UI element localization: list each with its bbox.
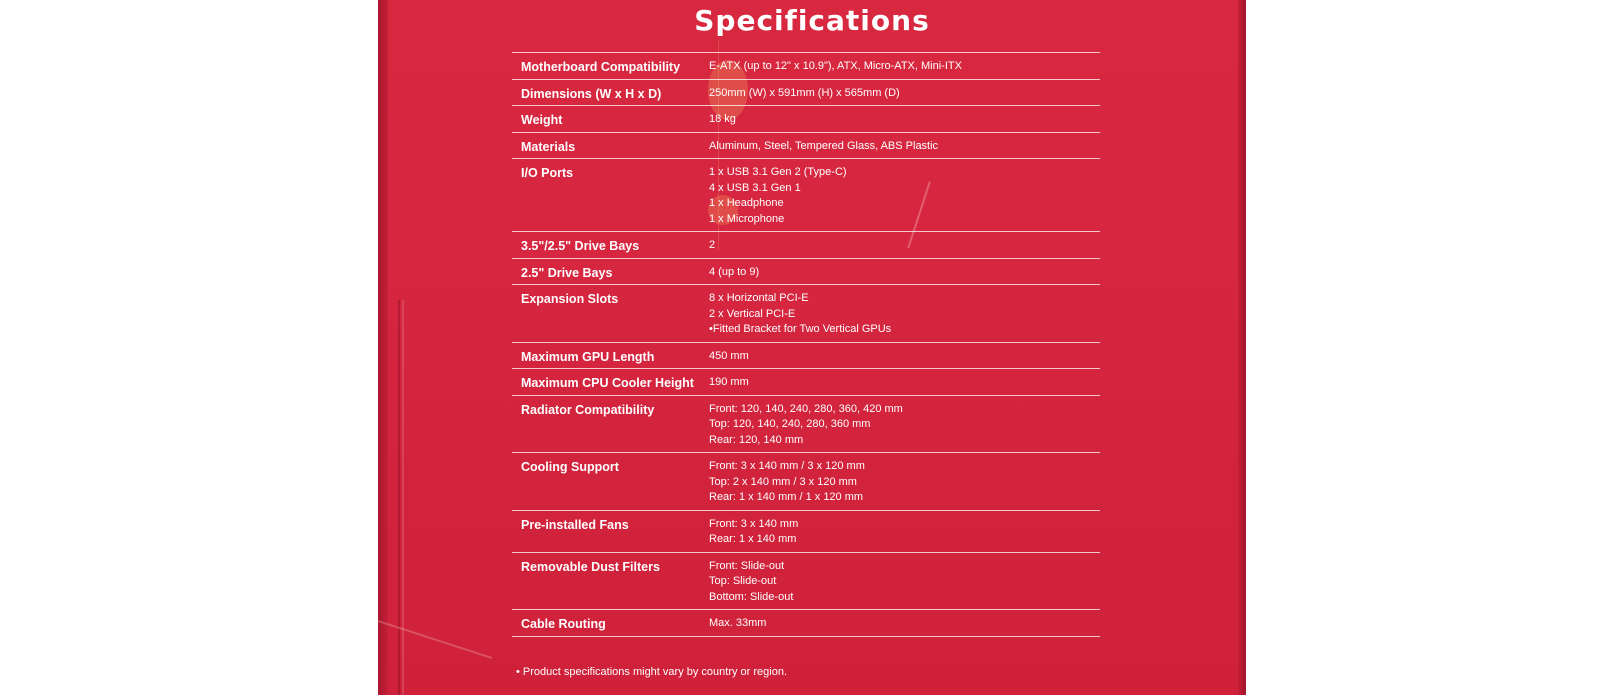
specifications-title: Specifications [694,4,930,37]
spec-values [709,369,1100,395]
spec-row [512,285,1100,343]
spec-values [709,106,1100,132]
spec-row [512,343,1100,370]
spec-value-line: 190 mm [709,376,749,388]
spec-values [709,232,1100,258]
spec-value-line: 8 x Horizontal PCI-E [709,292,809,304]
spec-value-line: Top: 120, 140, 240, 280, 360 mm [709,418,871,430]
spec-value-line: Aluminum, Steel, Tempered Glass, ABS Plastic [709,139,939,152]
spec-label: Expansion Slots [521,292,619,306]
spec-value-line: 4 x USB 3.1 Gen 1 [709,181,801,194]
spec-label: Weight [521,113,563,127]
box-crease [378,620,492,659]
spec-value-line: 1 x USB 3.1 Gen 2 (Type-C) [709,166,847,178]
spec-values [709,511,1100,552]
spec-label: Cable Routing [521,617,606,631]
spec-values [709,453,1100,510]
spec-value-line: Front: Slide-out [709,559,785,572]
spec-row [512,53,1100,80]
spec-values [709,285,1100,342]
spec-value-line: Rear: 120, 140 mm [709,433,804,446]
spec-row [512,133,1100,160]
spec-row [512,159,1100,232]
spec-values [709,610,1100,636]
spec-value-line: 250mm (W) x 591mm (H) x 565mm (D) [709,86,900,99]
spec-values [709,133,1100,159]
spec-values [709,80,1100,106]
product-box [378,0,1246,695]
spec-value-line: 2 [709,239,716,251]
spec-value-line: 1 x Headphone [709,197,784,209]
spec-values [709,259,1100,285]
spec-value-line: Front: 120, 140, 240, 280, 360, 420 mm [709,402,903,415]
spec-label: Dimensions (W x H x D) [521,86,662,101]
spec-value-line: Max. 33mm [709,617,767,629]
spec-row [512,396,1100,454]
spec-label: I/O Ports [521,166,574,180]
spec-row [512,453,1100,511]
spec-label: Radiator Compatibility [521,402,655,417]
spec-value-line: Bottom: Slide-out [709,590,794,603]
footnote: • Product specifications might vary by country or region. [516,666,788,678]
spec-value-line: 18 kg [709,113,736,125]
spec-row [512,259,1100,286]
spec-label: Materials [521,139,576,154]
spec-values [709,396,1100,453]
spec-row [512,369,1100,396]
spec-value-line: Rear: 1 x 140 mm [709,533,797,545]
specifications-table [512,52,1100,637]
spec-label: Removable Dust Filters [521,559,660,574]
spec-value-line: Rear: 1 x 140 mm / 1 x 120 mm [709,491,864,503]
spec-value-line: Front: 3 x 140 mm [709,517,799,530]
spec-label: Cooling Support [521,460,619,474]
spec-value-line: E-ATX (up to 12" x 10.9"), ATX, Micro-ATX, Mini-ITX [709,60,962,72]
spec-row [512,80,1100,107]
spec-value-line: •Fitted Bracket for Two Vertical GPUs [709,323,892,335]
spec-values [709,53,1100,79]
spec-label: 3.5"/2.5" Drive Bays [521,239,640,253]
spec-values [709,343,1100,369]
spec-value-line: Top: Slide-out [709,575,777,587]
spec-row [512,610,1100,637]
spec-label: Pre-installed Fans [521,517,629,532]
spec-values [709,159,1100,231]
box-crease [398,300,400,695]
spec-row [512,511,1100,553]
spec-value-line: 1 x Microphone [709,212,785,225]
spec-label: Maximum GPU Length [521,349,655,364]
box-left-edge [378,0,388,695]
spec-row [512,232,1100,259]
spec-values [709,553,1100,610]
spec-value-line: 450 mm [709,349,749,362]
spec-label: 2.5" Drive Bays [521,265,613,280]
spec-label: Maximum CPU Cooler Height [521,376,694,390]
spec-value-line: 2 x Vertical PCI-E [709,307,796,320]
spec-value-line: Front: 3 x 140 mm / 3 x 120 mm [709,460,865,472]
spec-value-line: Top: 2 x 140 mm / 3 x 120 mm [709,475,857,488]
spec-row [512,553,1100,611]
box-crease [402,300,404,695]
spec-label: Motherboard Compatibility [521,60,681,74]
box-right-edge [1238,0,1246,695]
spec-row [512,106,1100,133]
spec-value-line: 4 (up to 9) [709,265,760,278]
